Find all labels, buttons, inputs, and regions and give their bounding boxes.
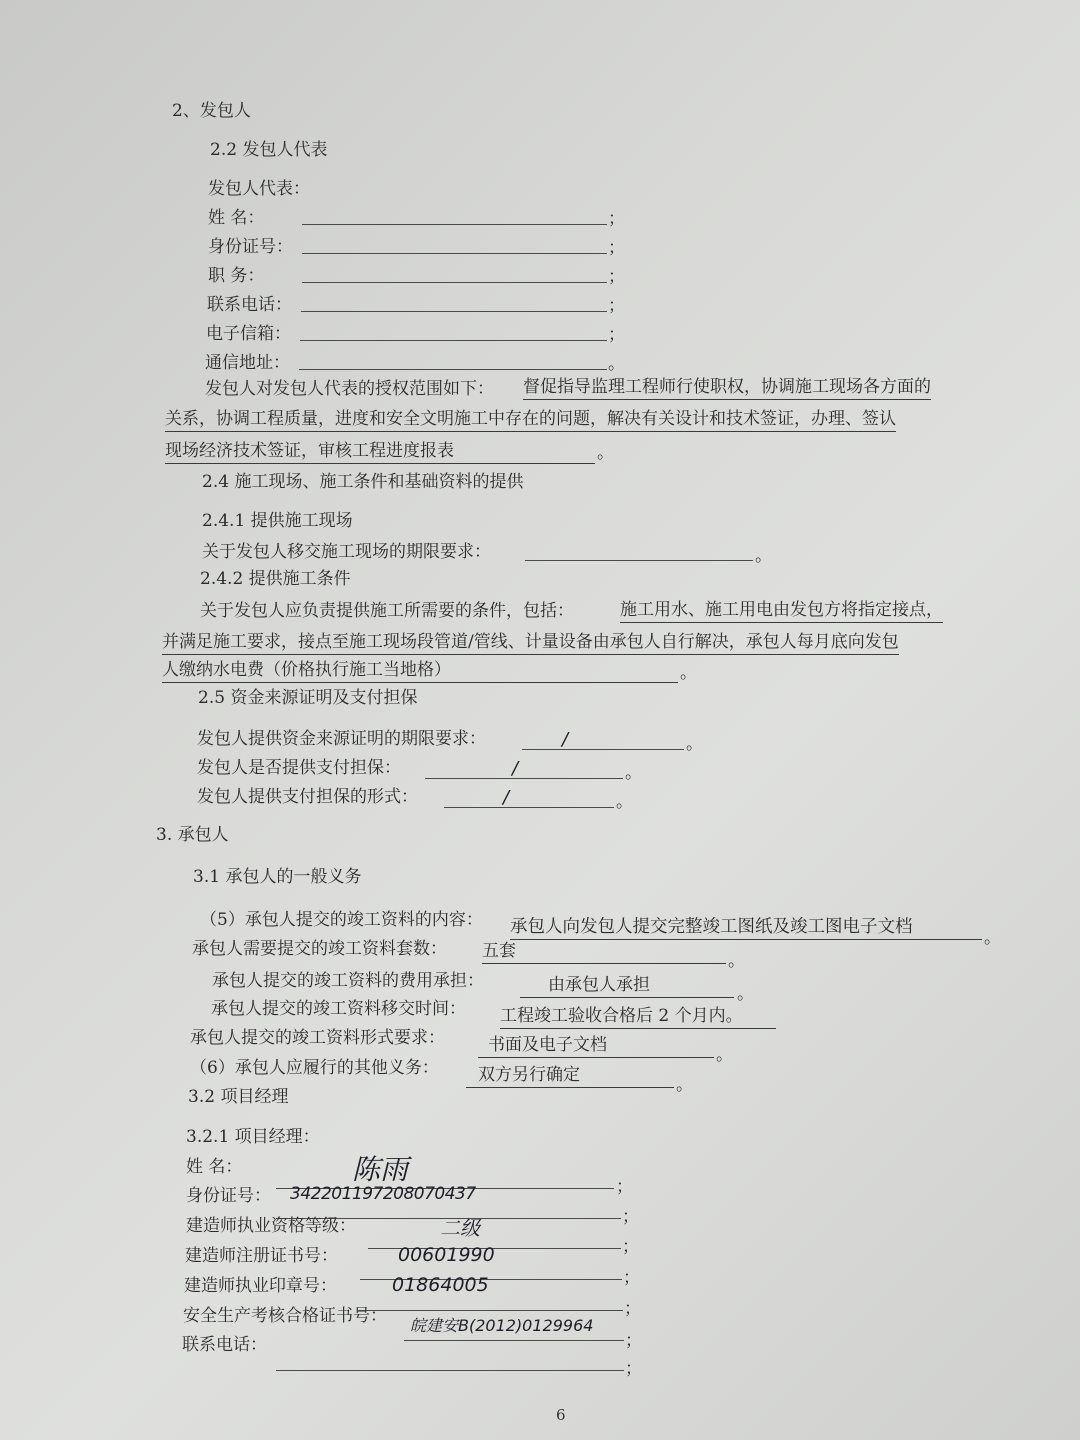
pm-reg-handwritten: 00601990 bbox=[398, 1244, 495, 1266]
fund-proof-label: 发包人提供资金来源证明的期限要求： bbox=[197, 729, 486, 749]
guarantee-form-label: 发包人提供支付担保的形式： bbox=[197, 787, 418, 807]
pm-id-handwritten: 342201197208070437 bbox=[290, 1184, 476, 1204]
item6-value: 双方另行确定 bbox=[466, 1064, 674, 1088]
semicolon: ； bbox=[616, 1177, 633, 1197]
rep-address-blank bbox=[299, 351, 607, 370]
period: 。 bbox=[728, 951, 745, 971]
guarantee-blank bbox=[425, 760, 623, 779]
pm-phone-blank bbox=[276, 1352, 624, 1371]
section-2-2-heading: 2.2 发包人代表 bbox=[210, 140, 328, 160]
cost-label: 承包人提交的竣工资料的费用承担： bbox=[212, 971, 484, 991]
auth-value-line1: 督促指导监理工程师行使职权，协调施工现场各方面的 bbox=[523, 376, 931, 400]
fund-proof-slash: / bbox=[562, 729, 569, 750]
semicolon: ； bbox=[622, 1207, 639, 1227]
rep-email-blank bbox=[300, 322, 607, 341]
section-3-2-1-heading: 3.2.1 项目经理： bbox=[186, 1127, 320, 1147]
auth-value-line3: 现场经济技术签证，审核工程进度报表 bbox=[165, 440, 595, 464]
pm-id-label: 身份证号： bbox=[186, 1186, 271, 1206]
page-number: 6 bbox=[556, 1406, 566, 1424]
site-handover-label: 关于发包人移交施工现场的期限要求： bbox=[202, 542, 491, 562]
pm-name-label: 姓 名： bbox=[186, 1157, 243, 1177]
auth-label: 发包人对发包人代表的授权范围如下： bbox=[205, 379, 494, 399]
period: 。 bbox=[608, 354, 625, 374]
guarantee-form-slash: / bbox=[503, 787, 510, 808]
handover-time-label: 承包人提交的竣工资料移交时间： bbox=[211, 999, 466, 1019]
item5-label: （5）承包人提交的竣工资料的内容： bbox=[200, 910, 483, 930]
pm-safety-label: 安全生产考核合格证书号： bbox=[183, 1306, 387, 1326]
period: 。 bbox=[686, 734, 703, 754]
section-2-4-heading: 2.4 施工现场、施工条件和基础资料的提供 bbox=[202, 472, 524, 492]
semicolon: ； bbox=[624, 1299, 641, 1319]
pm-grade-label: 建造师执业资格等级： bbox=[186, 1216, 356, 1236]
section-2-5-heading: 2.5 资金来源证明及支付担保 bbox=[198, 688, 418, 708]
rep-email-label: 电子信箱： bbox=[206, 324, 291, 344]
period: 。 bbox=[680, 663, 697, 683]
format-label: 承包人提交的竣工资料形式要求： bbox=[190, 1028, 445, 1048]
section-2-heading: 2、发包人 bbox=[172, 101, 251, 121]
conditions-value-line1: 施工用水、施工用电由发包方将指定接点， bbox=[620, 599, 943, 623]
semicolon: ； bbox=[622, 1237, 639, 1257]
period: 。 bbox=[676, 1075, 693, 1095]
item6-label: （6）承包人应履行的其他义务： bbox=[190, 1058, 439, 1078]
conditions-label: 关于发包人应负责提供施工所需要的条件，包括： bbox=[200, 601, 574, 621]
format-value: 书面及电子文档 bbox=[478, 1034, 714, 1058]
section-2-4-1-heading: 2.4.1 提供施工现场 bbox=[202, 511, 353, 531]
semicolon: ； bbox=[608, 296, 625, 316]
item5-value: 承包人向发包人提交完整竣工图纸及竣工图电子文档 bbox=[510, 916, 982, 940]
rep-phone-label: 联系电话： bbox=[207, 295, 292, 315]
pm-seal-label: 建造师执业印章号： bbox=[184, 1276, 337, 1296]
pm-name-signature: 陈雨 bbox=[352, 1153, 409, 1186]
pm-seal-handwritten: 01864005 bbox=[392, 1274, 489, 1296]
semicolon: ； bbox=[623, 1268, 640, 1288]
conditions-value-line3: 人缴纳水电费（价格执行施工当地格） bbox=[162, 659, 678, 683]
fund-proof-blank bbox=[522, 731, 684, 750]
rep-id-blank bbox=[302, 235, 607, 254]
semicolon: ； bbox=[625, 1359, 642, 1379]
period: 。 bbox=[625, 763, 642, 783]
semicolon: ； bbox=[608, 267, 625, 287]
cost-value: 由承包人承担 bbox=[520, 974, 734, 998]
conditions-value-line2: 并满足施工要求，接点至施工现场段管道/管线、计量设备由承包人自行解决，承包人每月底向发包 bbox=[162, 631, 899, 655]
rep-post-blank bbox=[302, 264, 607, 283]
rep-title: 发包人代表： bbox=[208, 179, 310, 199]
period: 。 bbox=[597, 443, 614, 463]
section-3-heading: 3. 承包人 bbox=[156, 825, 229, 845]
guarantee-form-blank bbox=[444, 789, 614, 808]
rep-post-label: 职 务： bbox=[208, 266, 265, 286]
guarantee-label: 发包人是否提供支付担保： bbox=[197, 758, 401, 778]
section-3-1-heading: 3.1 承包人的一般义务 bbox=[193, 867, 362, 887]
pm-reg-label: 建造师注册证书号： bbox=[185, 1246, 338, 1266]
section-2-4-2-heading: 2.4.2 提供施工条件 bbox=[200, 569, 351, 589]
site-handover-blank bbox=[525, 542, 753, 561]
semicolon: ； bbox=[608, 238, 625, 258]
period: 。 bbox=[755, 546, 772, 566]
semicolon: ； bbox=[625, 1331, 642, 1351]
sets-label: 承包人需要提交的竣工资料套数： bbox=[192, 939, 447, 959]
rep-phone-blank bbox=[301, 293, 607, 312]
period: 。 bbox=[984, 928, 1001, 948]
rep-address-label: 通信地址： bbox=[205, 353, 290, 373]
pm-grade-handwritten: 二级 bbox=[440, 1216, 480, 1240]
section-3-2-heading: 3.2 项目经理 bbox=[188, 1087, 289, 1107]
period: 。 bbox=[737, 984, 754, 1004]
rep-name-blank bbox=[302, 206, 607, 225]
guarantee-slash: / bbox=[512, 758, 519, 779]
handover-time-value: 工程竣工验收合格后 2 个月内。 bbox=[500, 1005, 776, 1029]
period: 。 bbox=[616, 792, 633, 812]
semicolon: ； bbox=[608, 325, 625, 345]
pm-phone-label: 联系电话： bbox=[182, 1335, 267, 1355]
semicolon: ； bbox=[608, 209, 625, 229]
rep-id-label: 身份证号： bbox=[208, 237, 293, 257]
rep-name-label: 姓 名： bbox=[208, 208, 265, 228]
auth-value-line2: 关系，协调工程质量，进度和安全文明施工中存在的问题，解决有关设计和技术签证，办理、签认 bbox=[165, 408, 896, 432]
pm-safety-handwritten: 皖建安B(2012)0129964 bbox=[410, 1316, 594, 1335]
sets-value: 五套 bbox=[482, 940, 726, 964]
period: 。 bbox=[716, 1045, 733, 1065]
